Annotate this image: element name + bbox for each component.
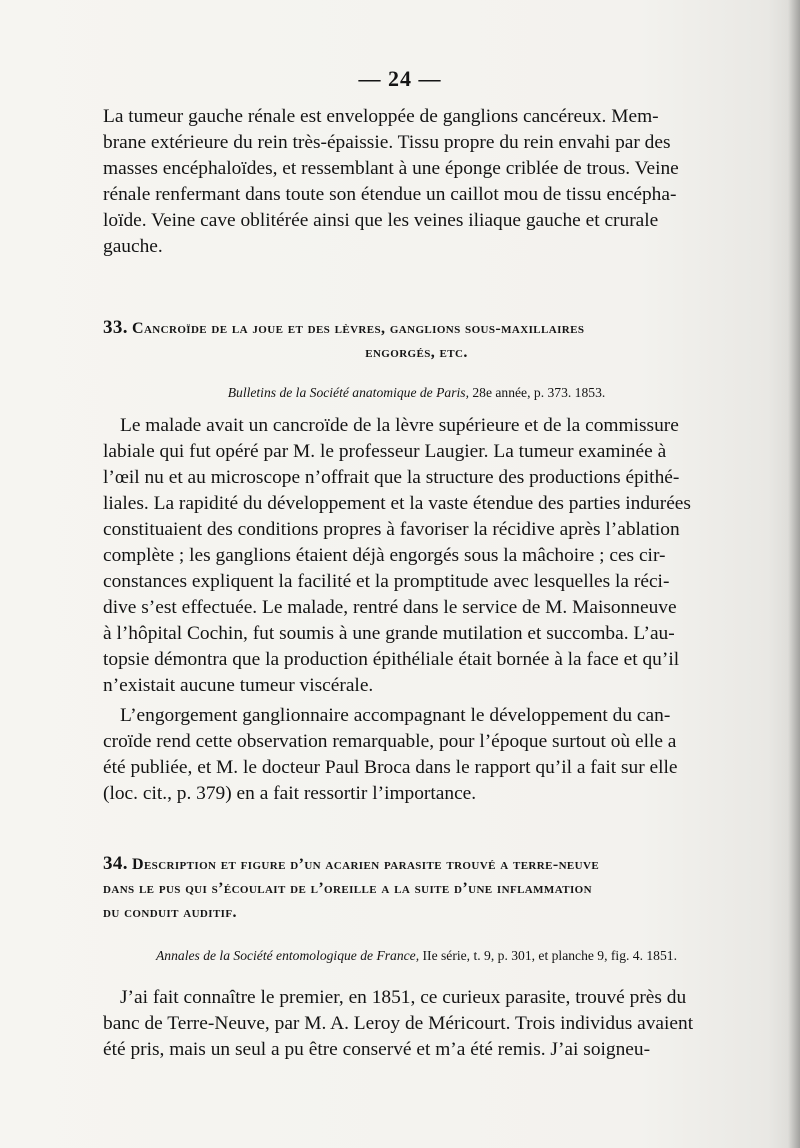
section-33-heading <box>103 316 730 365</box>
text-line: La tumeur gauche rénale est enveloppée de ganglions cancéreux. Mem- <box>103 106 659 127</box>
section-33-paragraph-1 <box>103 413 730 699</box>
section-33-paragraph-2 <box>103 703 730 807</box>
section-title-continued: engorgés, etc. <box>365 344 468 361</box>
text-line: n’existait aucune tumeur viscérale. <box>103 675 374 696</box>
section-34-heading <box>103 852 730 925</box>
text-line: rénale renfermant dans toute son étendue un caillot mou de tissu encépha- <box>103 184 677 205</box>
citation-details: IIe série, t. 9, p. 301, et planche 9, fig. 4. 1851. <box>422 948 677 963</box>
section-33-citation <box>103 383 730 403</box>
citation-details: 28e année, p. 373. 1853. <box>472 385 606 400</box>
section-title: Cancroïde de la joue et des lèvres, ganglions sous-maxillaires <box>131 320 585 337</box>
section-title-line <box>103 852 730 877</box>
section-title-line <box>103 316 730 341</box>
text-line: loïde. Veine cave oblitérée ainsi que les veines iliaque gauche et crurale <box>103 210 659 231</box>
text-line: L’engorgement ganglionnaire accompagnant le développement du can- <box>120 705 671 726</box>
text-line: dive s’est effectuée. Le malade, rentré dans le service de M. Maisonneuve <box>103 597 677 618</box>
text-line: liales. La rapidité du développement et la vaste étendue des parties indurées <box>103 493 691 514</box>
citation <box>103 383 730 403</box>
text-line: (loc. cit., p. 379) en a fait ressortir l’importance. <box>103 783 477 804</box>
text-line: à l’hôpital Cochin, fut soumis à une grande mutilation et succomba. L’au- <box>103 623 675 644</box>
text-line: banc de Terre-Neuve, par M. A. Leroy de Méricourt. Trois individus avaient <box>103 1013 694 1034</box>
text-line: labiale qui fut opéré par M. le professeur Laugier. La tumeur examinée à <box>103 441 667 462</box>
section-title-continued: du conduit auditif. <box>103 904 237 921</box>
text-line: été publiée, et M. le docteur Paul Broca dans le rapport qu’il a fait sur elle <box>103 757 678 778</box>
citation-source: Bulletins de la Société anatomique de Paris, <box>227 385 469 400</box>
section-title-line <box>103 877 730 901</box>
section-34-citation <box>103 946 730 966</box>
text-line: masses encéphaloïdes, et ressemblant à une éponge criblée de trous. Veine <box>103 158 679 179</box>
text-line: l’œil nu et au microscope n’offrait que la structure des productions épithé- <box>103 467 680 488</box>
page-number: — 24 — <box>358 66 442 91</box>
text-line: gauche. <box>103 236 163 257</box>
text-line: complète ; les ganglions étaient déjà engorgés sous la mâchoire ; ces cir- <box>103 545 666 566</box>
section-number: 34. <box>103 853 128 874</box>
section-title-line <box>103 341 730 365</box>
text-line: croïde rend cette observation remarquable, pour l’époque surtout où elle a <box>103 731 677 752</box>
section-title-line <box>103 901 730 925</box>
text-line: constances expliquent la facilité et la promptitude avec lesquelles la réci- <box>103 571 670 592</box>
section-title-continued: dans le pus qui s’écoulait de l’oreille a la suite d’une inflammation <box>103 880 592 897</box>
section-number: 33. <box>103 317 128 338</box>
paragraph-tumeur <box>103 104 730 260</box>
text-line: été pris, mais un seul a pu être conservé et m’a été remis. J’ai soigneu- <box>103 1039 651 1060</box>
section-34-paragraph-1 <box>103 985 730 1063</box>
page-edge-shadow <box>788 0 800 1148</box>
text-line: topsie démontra que la production épithéliale était bornée à la face et qu’il <box>103 649 680 670</box>
text-line: brane extérieure du rein très-épaissie. Tissu propre du rein envahi par des <box>103 132 671 153</box>
text-line: constituaient des conditions propres à favoriser la récidive après l’ablation <box>103 519 680 540</box>
text-line: J’ai fait connaître le premier, en 1851, ce curieux parasite, trouvé près du <box>120 987 687 1008</box>
section-title: Description et figure d’un acarien parasite trouvé a terre-neuve <box>131 856 600 873</box>
citation-source: Annales de la Société entomologique de France, <box>156 948 420 963</box>
text-line: Le malade avait un cancroïde de la lèvre supérieure et de la commissure <box>120 415 679 436</box>
citation <box>103 946 730 966</box>
